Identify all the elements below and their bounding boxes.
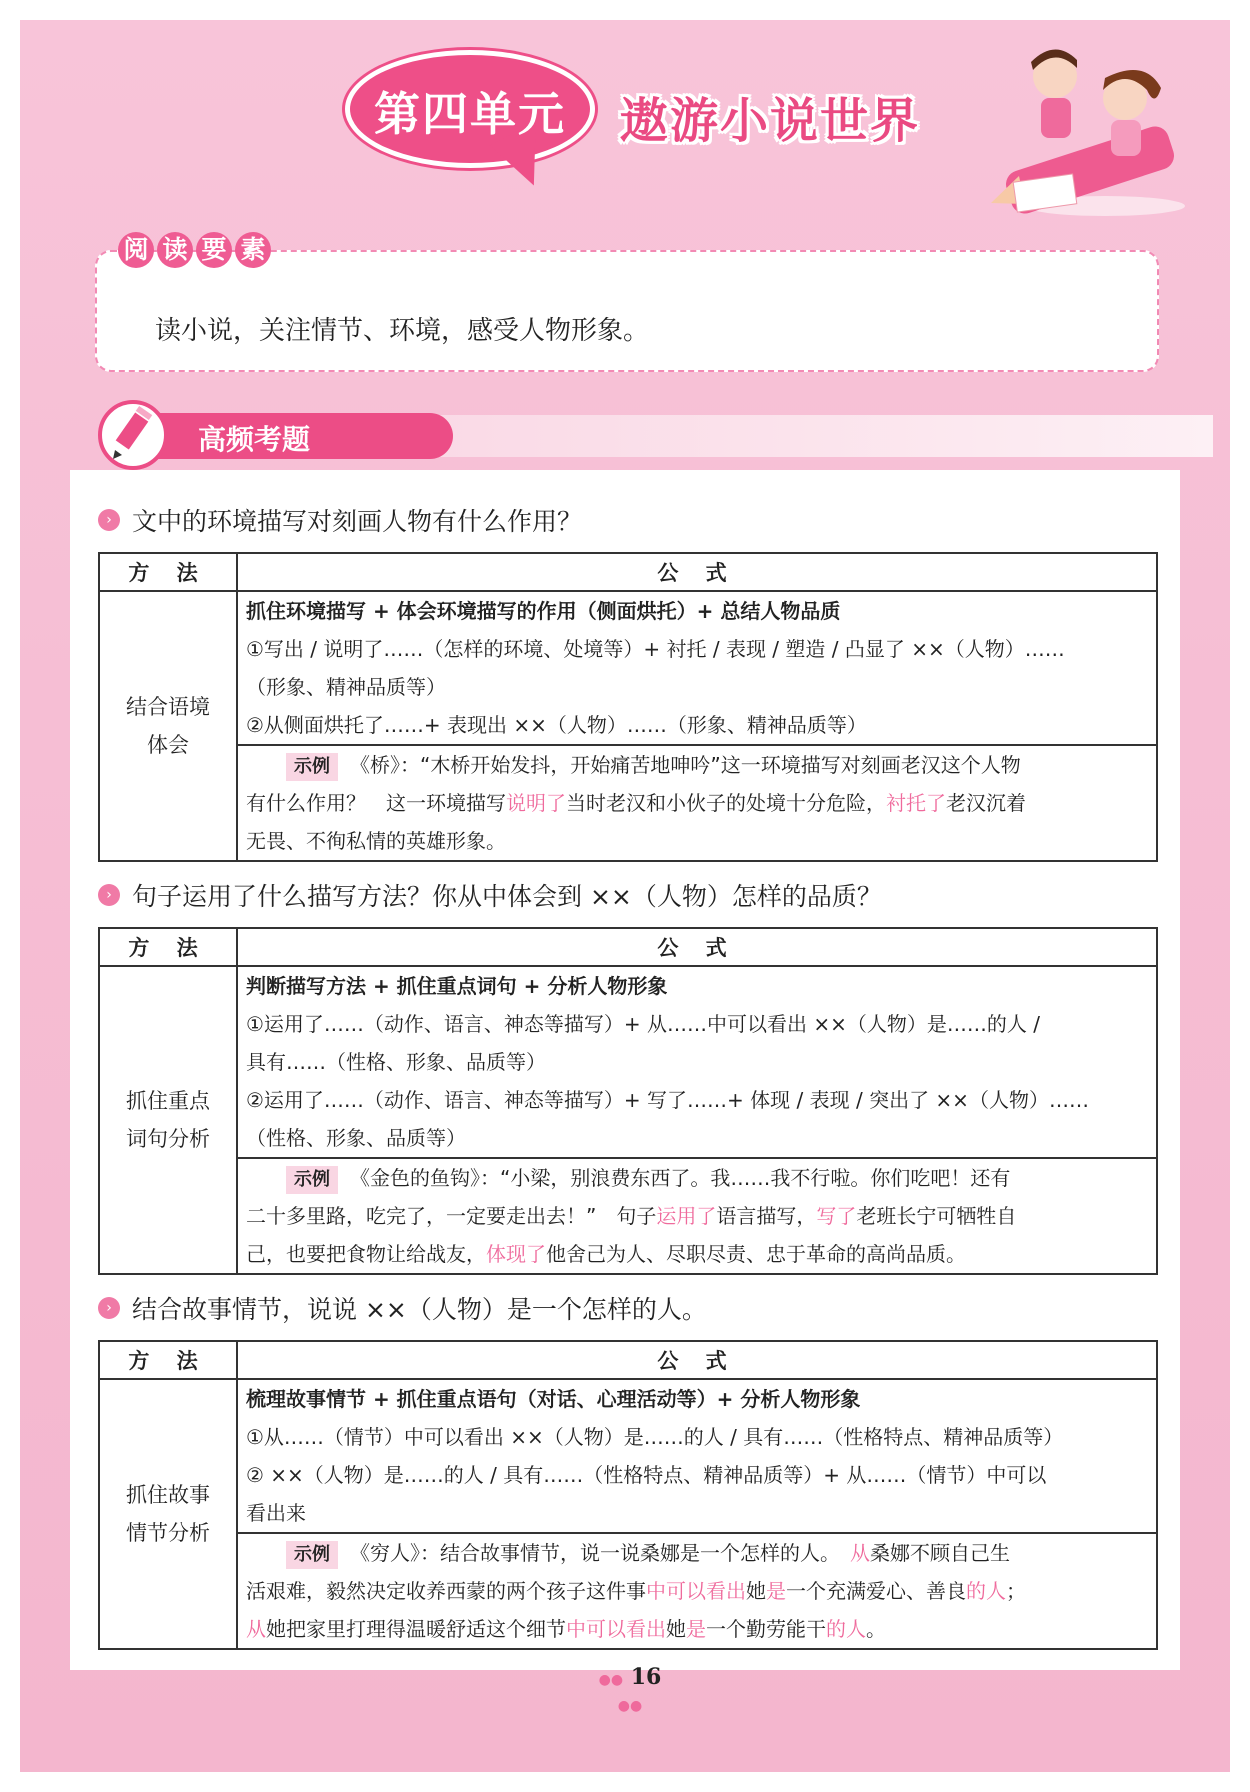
col-method: 方 法 [99, 553, 237, 591]
text-run: 老班长宁可牺牲自 [856, 1204, 1017, 1228]
tag-char: 阅 [118, 232, 154, 268]
highlighted-text: 中可以看出 [646, 1579, 746, 1603]
text-run: 《穷人》：结合故事情节，说一说桑娜是一个怎样的人。 [350, 1541, 850, 1565]
formula-table-3 [98, 1340, 1158, 1650]
text-run: 语言描写， [716, 1204, 817, 1228]
formula-line: （性格、形象、品质等） [246, 1126, 466, 1150]
example-cell [237, 1158, 1157, 1274]
question-text: 句子运用了什么描写方法？你从中体会到 ××（人物）怎样的品质？ [132, 882, 882, 911]
example-cell [237, 745, 1157, 861]
method-cell [99, 1379, 237, 1649]
method-line: 结合语境 [126, 695, 210, 719]
highlighted-text: 衬托了 [886, 791, 946, 815]
question-2 [98, 877, 882, 913]
question-3 [98, 1290, 707, 1326]
formula-line: ①运用了……（动作、语言、神态等描写）+ 从……中可以看出 ××（人物）是……的人 / [246, 1012, 1041, 1036]
question-text: 结合故事情节，说说 ××（人物）是一个怎样的人。 [132, 1295, 707, 1324]
chevron-right-icon: › [98, 884, 120, 906]
text-run: 二十多里路，吃完了，一定要走出去！” 句子 [246, 1204, 657, 1228]
highlighted-text: 运用了 [656, 1204, 717, 1228]
formula-cell [237, 966, 1157, 1158]
col-formula: 公 式 [237, 1341, 1157, 1379]
col-formula: 公 式 [237, 928, 1157, 966]
text-run: 当时老汉和小伙子的处境十分危险， [566, 791, 886, 815]
text-run: 一个充满爱心、善良 [786, 1579, 966, 1603]
example-line [246, 784, 1148, 822]
example-line [350, 1541, 1010, 1565]
highlighted-text: 中可以看出 [566, 1617, 666, 1641]
text-run: 。 [866, 1617, 886, 1641]
page-number-value: 16 [630, 1664, 662, 1690]
highlighted-text: 是 [766, 1579, 786, 1603]
text-run: 她 [666, 1617, 686, 1641]
formula-cell [237, 591, 1157, 745]
formula-line: ①写出 / 说明了……（怎样的环境、处境等）+ 衬托 / 表现 / 塑造 / 凸显了 ××（人物）…… [246, 637, 1065, 661]
method-line: 体会 [147, 733, 189, 757]
chevron-right-icon: › [98, 509, 120, 531]
formula-title: 判断描写方法 + 抓住重点词句 + 分析人物形象 [246, 974, 668, 998]
text-run: 活艰难，毅然决定收养西蒙的两个孩子这件事 [246, 1579, 646, 1603]
example-line: 无畏、不徇私情的英雄形象。 [246, 829, 506, 853]
chevron-right-icon: › [98, 1297, 120, 1319]
formula-line: 看出来 [246, 1501, 306, 1525]
text-run: 桑娜不顾自己生 [870, 1541, 1010, 1565]
col-method: 方 法 [99, 928, 237, 966]
unit-label: 第四单元 [374, 87, 566, 141]
method-cell [99, 966, 237, 1274]
pencil-icon [102, 404, 164, 466]
formula-title: 梳理故事情节 + 抓住重点语句（对话、心理活动等）+ 分析人物形象 [246, 1387, 861, 1411]
pencil-badge [98, 400, 168, 470]
tag-char: 读 [157, 232, 193, 268]
formula-line: 具有……（性格、形象、品质等） [246, 1050, 546, 1074]
formula-table-2 [98, 927, 1158, 1275]
question-text: 文中的环境描写对刻画人物有什么作用？ [132, 507, 583, 536]
dots-right: ●● [617, 1698, 643, 1714]
example-line: 《金色的鱼钩》：“小梁，别浪费东西了。我……我不行啦。你们吃吧！还有 [350, 1166, 1011, 1190]
section-title: 高频考题 [198, 423, 311, 456]
kids-on-pencil-illustration [985, 28, 1205, 228]
formula-line: ② ××（人物）是……的人 / 具有……（性格特点、精神品质等）+ 从……（情节）中可以 [246, 1463, 1047, 1487]
highlighted-text: 从 [246, 1617, 266, 1641]
example-line [246, 1572, 1148, 1610]
page-number [590, 1664, 670, 1716]
tag-char: 素 [235, 232, 271, 268]
formula-line: ②从侧面烘托了……+ 表现出 ××（人物）……（形象、精神品质等） [246, 713, 867, 737]
highlighted-text: 体现了 [486, 1242, 546, 1266]
formula-line: ②运用了……（动作、语言、神态等描写）+ 写了……+ 体现 / 表现 / 突出了 ××（人物）…… [246, 1088, 1089, 1112]
highlighted-text: 的人 [826, 1617, 866, 1641]
text-run: 己，也要把食物让给战友， [246, 1242, 486, 1266]
highlighted-text: 说明了 [506, 791, 566, 815]
reading-element-tag [118, 232, 274, 268]
method-cell [99, 591, 237, 861]
text-run: 她把家里打理得温暖舒适这个细节 [266, 1617, 566, 1641]
text-run: ； [1006, 1579, 1026, 1603]
section-header [98, 400, 1213, 470]
col-method: 方 法 [99, 1341, 237, 1379]
method-line: 抓住故事 [126, 1483, 210, 1507]
formula-table-1 [98, 552, 1158, 862]
example-tag: 示例 [286, 1166, 338, 1194]
text-run: 他舍己为人、尽职尽责、忠于革命的高尚品质。 [546, 1242, 966, 1266]
text-run: 有什么作用？ 这一环境描写 [246, 791, 506, 815]
example-line [246, 1235, 1148, 1273]
reading-element-text: 读小说，关注情节、环境，感受人物形象。 [155, 316, 650, 346]
method-line: 情节分析 [126, 1521, 210, 1545]
text-run: 她 [746, 1579, 766, 1603]
example-line [246, 1610, 1148, 1648]
example-line: 《桥》：“木桥开始发抖，开始痛苦地呻吟”这一环境描写对刻画老汉这个人物 [350, 753, 1021, 777]
highlighted-text: 从 [850, 1541, 870, 1565]
tag-char: 要 [196, 232, 232, 268]
unit-title: 遨游小说世界 [620, 93, 921, 149]
highlighted-text: 写了 [816, 1204, 857, 1228]
example-tag: 示例 [286, 753, 338, 781]
method-line: 词句分析 [126, 1127, 210, 1151]
formula-line: （形象、精神品质等） [246, 675, 446, 699]
dots-left: ●● [598, 1672, 624, 1688]
formula-title: 抓住环境描写 + 体会环境描写的作用（侧面烘托）+ 总结人物品质 [246, 599, 841, 623]
example-cell [237, 1533, 1157, 1649]
text-run: 老汉沉着 [946, 791, 1026, 815]
example-tag: 示例 [286, 1541, 338, 1569]
col-formula: 公 式 [237, 553, 1157, 591]
formula-cell [237, 1379, 1157, 1533]
formula-line: ①从……（情节）中可以看出 ××（人物）是……的人 / 具有……（性格特点、精神品质等） [246, 1425, 1064, 1449]
text-run: 一个勤劳能干 [706, 1617, 826, 1641]
example-line [246, 1197, 1148, 1235]
highlighted-text: 是 [686, 1617, 706, 1641]
method-line: 抓住重点 [126, 1089, 210, 1113]
highlighted-text: 的人 [966, 1579, 1006, 1603]
question-1 [98, 502, 582, 538]
